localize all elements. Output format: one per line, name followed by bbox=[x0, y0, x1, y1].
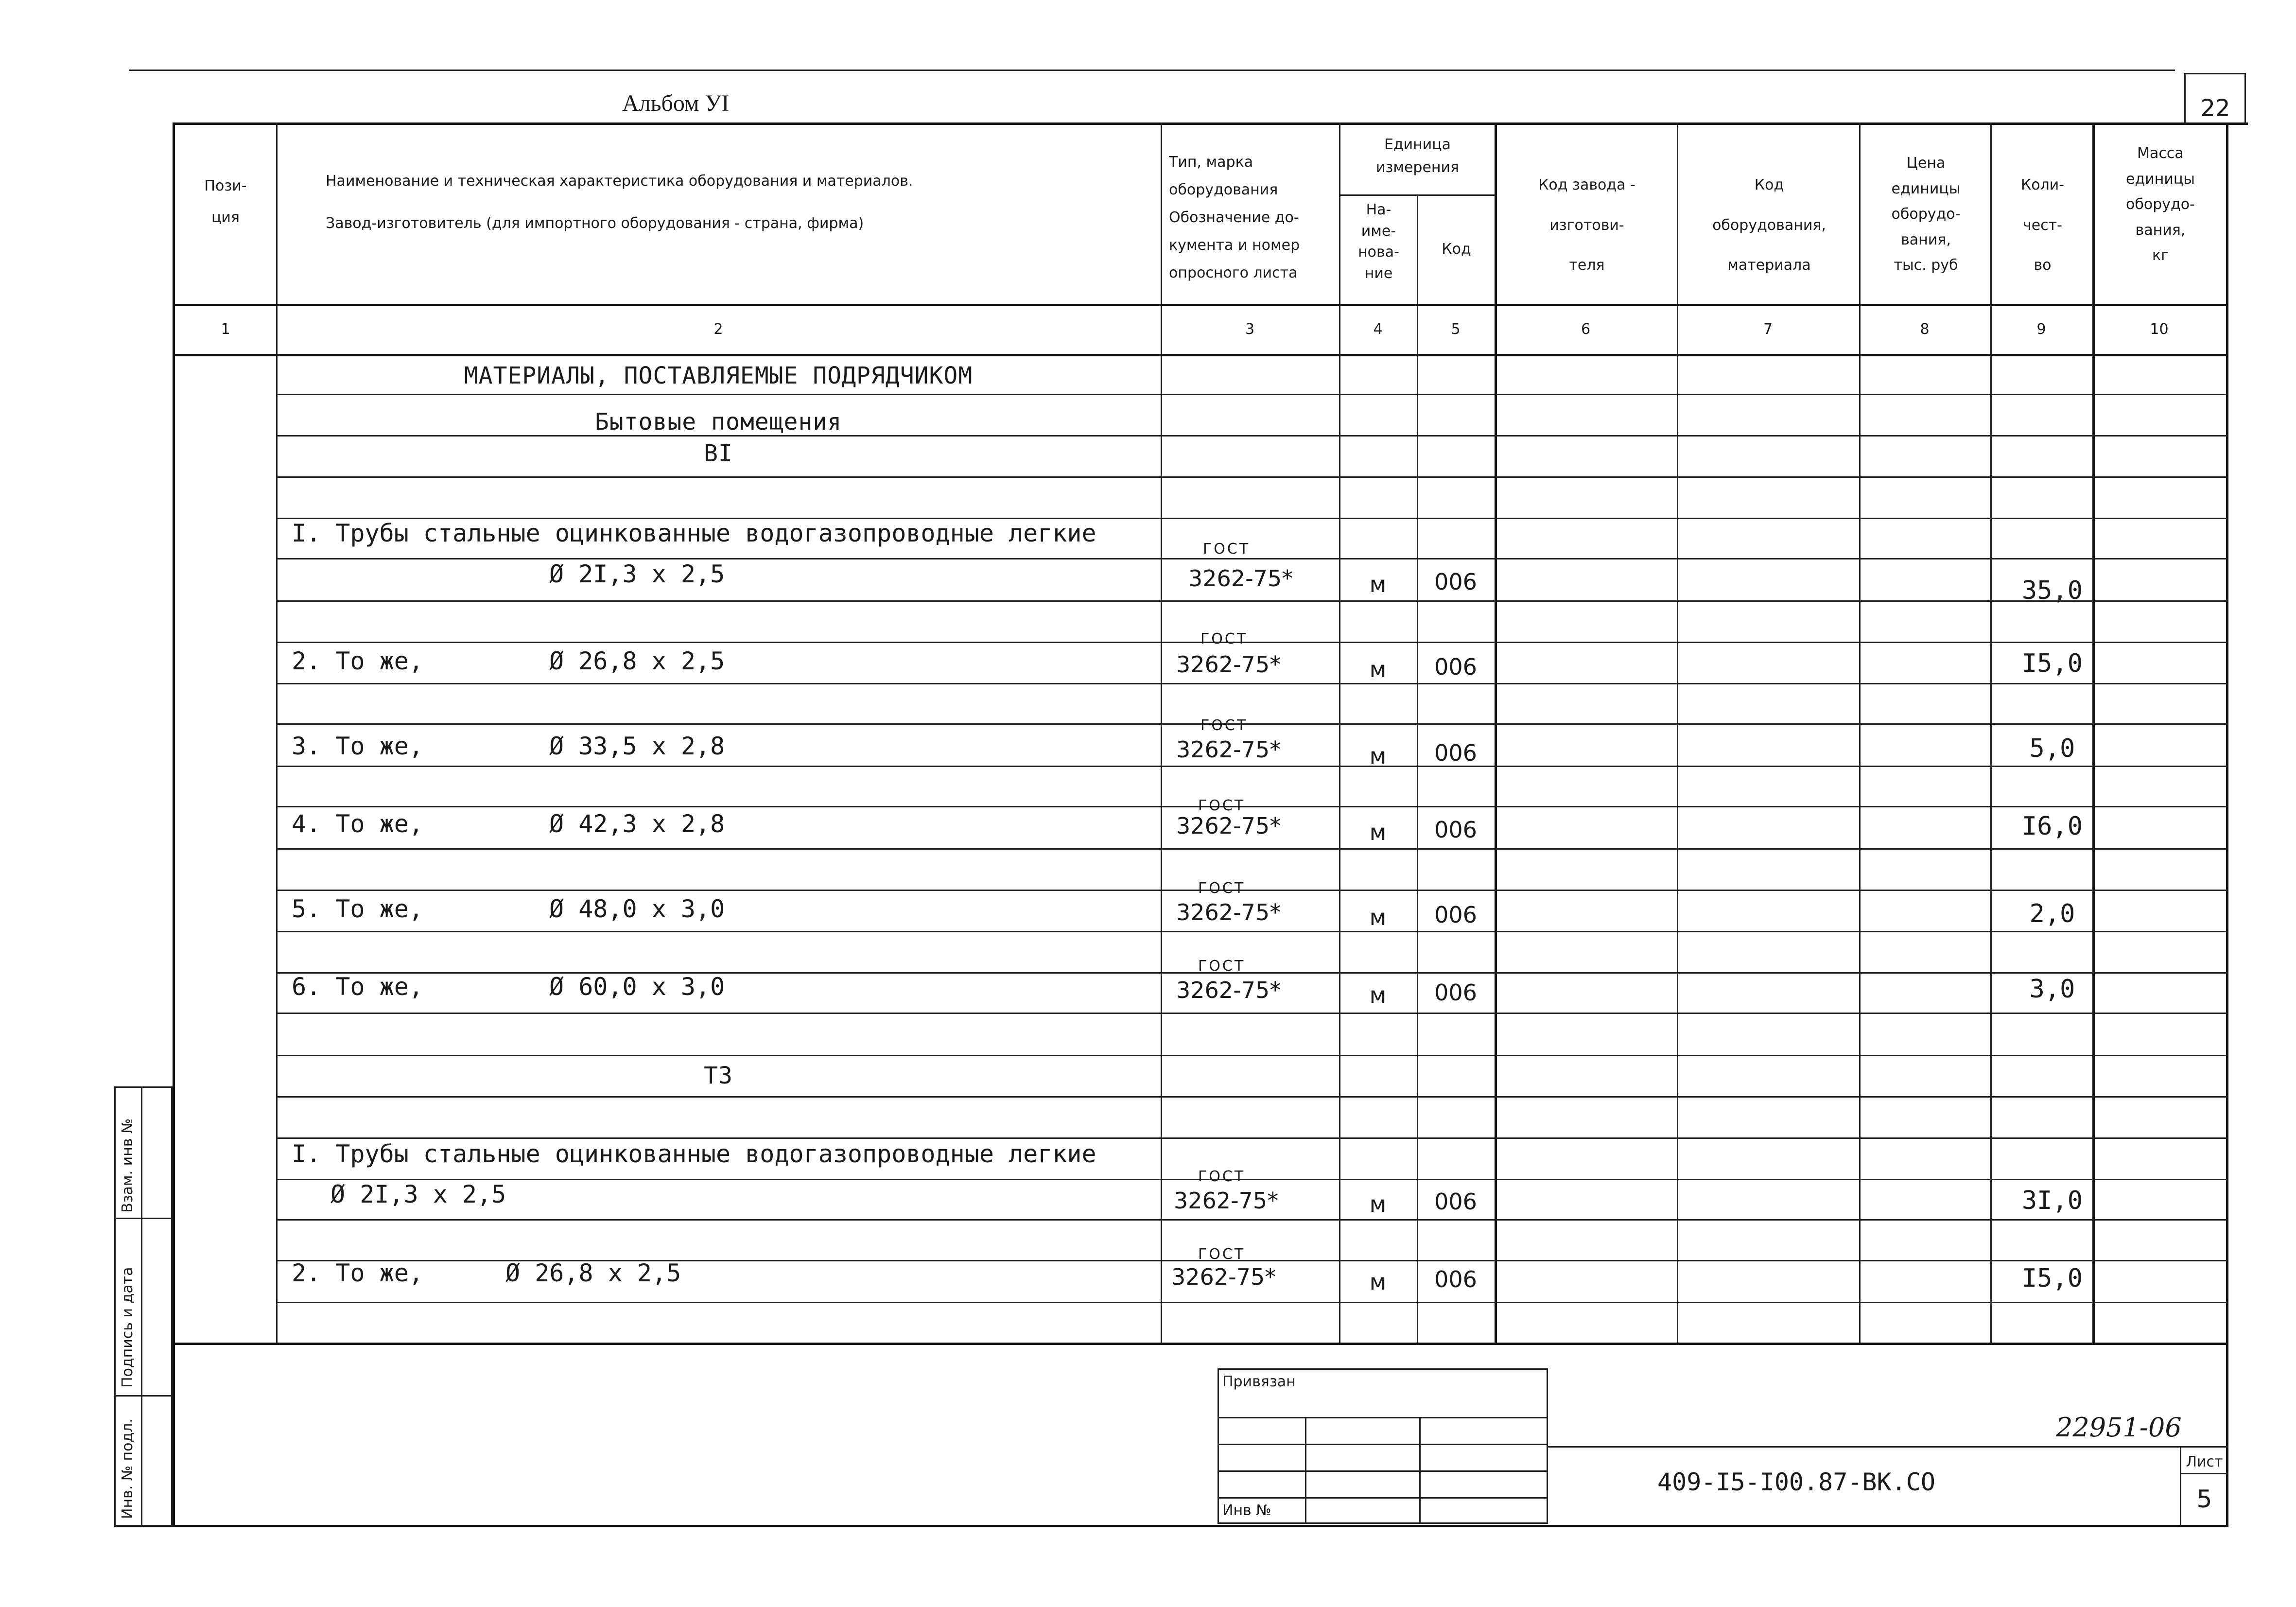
row-line bbox=[276, 476, 2227, 478]
qty-value: I5,0 bbox=[2021, 649, 2083, 678]
item-size: Ø 48,0 x 3,0 bbox=[549, 895, 725, 923]
item-label: 2. То же, bbox=[292, 1259, 423, 1287]
qty-value: 3I,0 bbox=[2021, 1186, 2083, 1215]
stamp-line bbox=[1218, 1470, 1548, 1472]
item-size: Ø 2I,3 x 2,5 bbox=[549, 560, 725, 588]
col-number: 2 bbox=[713, 321, 723, 338]
unit-value: м bbox=[1369, 819, 1387, 845]
doc-code: 409-I5-I00.87-ВК.СО bbox=[1657, 1468, 1935, 1496]
code-value: 006 bbox=[1434, 1266, 1477, 1293]
header-col1: Пози- ция bbox=[204, 177, 247, 226]
col-number: 10 bbox=[2150, 321, 2169, 338]
qty-value: 2,0 bbox=[2029, 899, 2075, 928]
gost-number: 3262-75* bbox=[1188, 565, 1293, 592]
item-title: I. Трубы стальные оцинкованные водогазопроводные легкие bbox=[292, 519, 1096, 547]
unit-value: м bbox=[1369, 1191, 1387, 1217]
row-line bbox=[276, 558, 2227, 559]
gost-label: ГОСТ bbox=[1198, 1168, 1246, 1185]
row-line bbox=[276, 600, 2227, 602]
stamp-inv-no: Инв № bbox=[1222, 1502, 1271, 1519]
item-size: Ø 33,5 x 2,8 bbox=[549, 732, 725, 760]
item-size: Ø 26,8 x 2,5 bbox=[549, 647, 725, 675]
header-col10: Масса единицы оборудо- вания, кг bbox=[2126, 145, 2195, 264]
stamp-line bbox=[1218, 1497, 1548, 1499]
side-strip-inner bbox=[141, 1086, 142, 1526]
list-label: Лист bbox=[2186, 1453, 2223, 1470]
row-line bbox=[276, 1219, 2227, 1221]
code-value: 006 bbox=[1434, 740, 1477, 766]
side-label-inv-podl: Инв. № подл. bbox=[119, 1418, 136, 1519]
qty-value: 35,0 bbox=[2021, 576, 2083, 605]
col-number: 9 bbox=[2036, 321, 2046, 338]
table-row bbox=[0, 958, 2296, 1013]
row-line bbox=[276, 1137, 2227, 1139]
title-block-top-line bbox=[1548, 1446, 2228, 1448]
stamp-line bbox=[1218, 1444, 1548, 1445]
item-size: Ø 42,3 x 2,8 bbox=[549, 810, 725, 838]
row-line bbox=[276, 1055, 2227, 1056]
stamp-line bbox=[1218, 1417, 1548, 1418]
header-col4: На- име- нова- ние bbox=[1358, 201, 1399, 282]
code-value: 006 bbox=[1434, 817, 1477, 843]
gost-label: ГОСТ bbox=[1198, 958, 1246, 975]
top-rule bbox=[129, 70, 2175, 71]
gost-number: 3262-75* bbox=[1176, 813, 1281, 839]
col-number: 4 bbox=[1373, 321, 1383, 338]
item-size: Ø 60,0 x 3,0 bbox=[549, 973, 725, 1001]
col-number: 6 bbox=[1581, 321, 1591, 338]
item-label: 6. То же, bbox=[292, 973, 423, 1001]
code-value: 006 bbox=[1434, 979, 1477, 1006]
unit-value: м bbox=[1369, 656, 1387, 682]
col-number: 1 bbox=[221, 321, 230, 338]
table-row bbox=[0, 797, 2296, 851]
gost-number: 3262-75* bbox=[1174, 1188, 1279, 1214]
code-value: 006 bbox=[1434, 1188, 1477, 1215]
header-col5: Код bbox=[1442, 241, 1471, 258]
row-line bbox=[276, 1302, 2227, 1303]
gost-label: ГОСТ bbox=[1198, 797, 1246, 814]
item-label: 5. То же, bbox=[292, 895, 423, 923]
code-value: 006 bbox=[1434, 654, 1477, 680]
gost-label: ГОСТ bbox=[1200, 717, 1248, 734]
header-col7: Код оборудования, материала bbox=[1712, 176, 1826, 274]
section-title: МАТЕРИАЛЫ, ПОСТАВЛЯЕМЫЕ ПОДРЯДЧИКОМ bbox=[464, 362, 973, 389]
table-top-border bbox=[173, 122, 2248, 125]
table-bottom-border bbox=[114, 1525, 2228, 1527]
body-bottom-line bbox=[173, 1343, 2228, 1345]
gost-number: 3262-75* bbox=[1176, 899, 1281, 926]
gost-number: 3262-75* bbox=[1176, 736, 1281, 763]
header-unit-group: Единица измерения bbox=[1375, 136, 1460, 176]
side-label-vzam: Взам. инв № bbox=[119, 1118, 136, 1213]
unit-group-line bbox=[1339, 194, 1496, 196]
row-line bbox=[276, 394, 2227, 395]
gost-number: 3262-75* bbox=[1176, 977, 1281, 1003]
row-line bbox=[276, 1179, 2227, 1180]
row-line bbox=[276, 642, 2227, 643]
code-value: 006 bbox=[1434, 569, 1477, 595]
item-label: 4. То же, bbox=[292, 810, 423, 838]
header-col8: Цена единицы оборудо- вания, тыс. руб bbox=[1891, 155, 1961, 274]
col-number: 7 bbox=[1763, 321, 1773, 338]
qty-value: I6,0 bbox=[2021, 812, 2083, 841]
col-number: 5 bbox=[1451, 321, 1461, 338]
group-t3: Т3 bbox=[704, 1062, 733, 1089]
unit-value: м bbox=[1369, 904, 1387, 930]
stamp-privyazan: Привязан bbox=[1222, 1373, 1296, 1390]
header-col2: Наименование и техническая характеристика оборудования и материалов. Завод-изготовитель (для импортного оборудования - страна, фирма) bbox=[326, 173, 913, 232]
row-line bbox=[276, 890, 2227, 891]
unit-value: м bbox=[1369, 982, 1387, 1008]
qty-value: I5,0 bbox=[2021, 1264, 2083, 1293]
item-label: 3. То же, bbox=[292, 732, 423, 760]
numbers-bottom-line bbox=[173, 354, 2228, 356]
header-col6: Код завода - изготови- теля bbox=[1538, 176, 1635, 274]
gost-label: ГОСТ bbox=[1198, 880, 1246, 897]
side-strip-line bbox=[114, 1218, 173, 1219]
item-size: Ø 2I,3 x 2,5 bbox=[330, 1180, 506, 1208]
unit-value: м bbox=[1369, 1269, 1387, 1295]
header-col3: Тип, марка оборудования Обозначение до- кумента и номер опросного листа bbox=[1169, 154, 1300, 281]
gost-label: ГОСТ bbox=[1200, 630, 1248, 647]
qty-value: 3,0 bbox=[2029, 975, 2075, 1004]
corner-box-top bbox=[2184, 73, 2245, 74]
header-col9: Коли- чест- во bbox=[2020, 176, 2065, 274]
handwritten-number: 22951-06 bbox=[2056, 1412, 2182, 1443]
gost-number: 3262-75* bbox=[1171, 1264, 1276, 1290]
table-row bbox=[0, 630, 2296, 688]
gost-number: 3262-75* bbox=[1176, 651, 1281, 678]
side-label-podpis: Подпись и дата bbox=[119, 1267, 136, 1388]
code-value: 006 bbox=[1434, 902, 1477, 928]
gost-label: ГОСТ bbox=[1198, 1246, 1246, 1263]
list-number: 5 bbox=[2196, 1485, 2212, 1513]
item-title: I. Трубы стальные оцинкованные водогазопроводные легкие bbox=[292, 1140, 1096, 1168]
unit-value: м bbox=[1369, 743, 1387, 769]
sheet-corner-number: 22 bbox=[2200, 95, 2230, 122]
table-row bbox=[0, 717, 2296, 773]
group-b1: ВI bbox=[704, 440, 733, 467]
corner-box-right bbox=[2244, 73, 2246, 124]
header-bottom-line bbox=[173, 304, 2228, 306]
col-number: 8 bbox=[1920, 321, 1930, 338]
stamp-vline bbox=[1419, 1417, 1421, 1524]
item-label: 2. То же, bbox=[292, 647, 423, 675]
unit-value: м bbox=[1369, 571, 1387, 597]
side-strip-line bbox=[114, 1395, 173, 1397]
item-size: Ø 26,8 x 2,5 bbox=[505, 1259, 681, 1287]
subsection-title: Бытовые помещения bbox=[594, 408, 842, 436]
col-number: 3 bbox=[1245, 321, 1255, 338]
row-line bbox=[276, 1096, 2227, 1098]
stamp-vline bbox=[1305, 1417, 1306, 1524]
row-line bbox=[276, 723, 2227, 725]
album-title: Альбом УI bbox=[622, 90, 730, 116]
corner-box-left bbox=[2184, 73, 2186, 124]
qty-value: 5,0 bbox=[2029, 734, 2075, 763]
table-row bbox=[0, 880, 2296, 936]
gost-label: ГОСТ bbox=[1203, 541, 1251, 558]
